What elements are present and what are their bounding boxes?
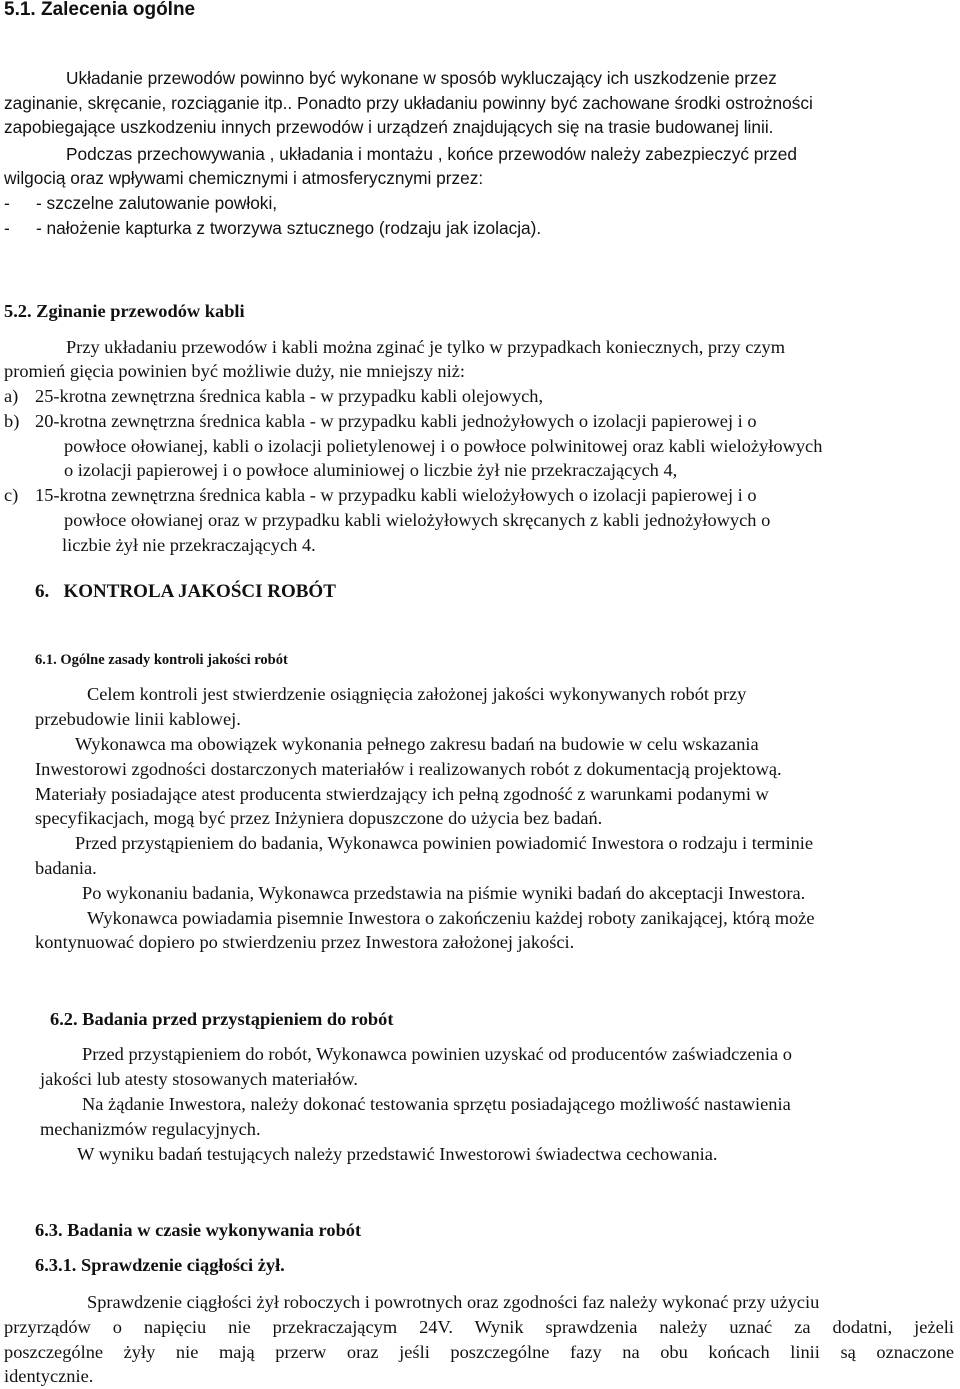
list-item: 20-krotna zewnętrzna średnica kabla - w przypadku kabli jednożyłowych o izolacji papierowej i o (35, 411, 757, 431)
paragraph-line: Podczas przechowywania , układania i montażu , końce przewodów należy zabezpieczyć przed (66, 144, 798, 164)
paragraph-line: Przed przystąpieniem do robót, Wykonawca powinien uzyskać od producentów zaświadczenia o (82, 1044, 792, 1064)
section-5-1-heading: 5.1. Zalecenia ogólne (4, 0, 196, 20)
list-item: - szczelne zalutowanie powłoki, (36, 193, 278, 213)
chapter-6-heading: 6. KONTROLA JAKOŚCI ROBÓT (35, 581, 336, 602)
paragraph-line: Celem kontroli jest stwierdzenie osiągnięcia założonej jakości wykonywanych robót przy (87, 684, 747, 704)
paragraph-line: Wykonawca ma obowiązek wykonania pełnego zakresu badań na budowie w celu wskazania (75, 734, 759, 754)
paragraph-line: Sprawdzenie ciągłości żył roboczych i powrotnych oraz zgodności faz należy wykonać przy użyciu (87, 1292, 820, 1312)
paragraph-line: identycznie. (4, 1366, 94, 1386)
paragraph-line: Układanie przewodów powinno być wykonane w sposób wykluczający ich uszkodzenie przez (66, 68, 777, 88)
section-6-3-heading: 6.3. Badania w czasie wykonywania robót (35, 1220, 362, 1240)
paragraph-line: przebudowie linii kablowej. (35, 709, 241, 729)
list-label: c) (4, 485, 19, 505)
paragraph-line: jakości lub atesty stosowanych materiałów. (40, 1069, 359, 1089)
section-6-2-heading: 6.2. Badania przed przystąpieniem do robót (50, 1009, 394, 1029)
list-item-dash: - (4, 193, 10, 213)
paragraph-line: Wykonawca powiadamia pisemnie Inwestora o zakończeniu każdej roboty zanikającej, którą może (87, 908, 815, 928)
section-6-3-1-heading: 6.3.1. Sprawdzenie ciągłości żył. (35, 1255, 285, 1275)
paragraph-line: przyrządów o napięciu nie przekraczającym 24V. Wynik sprawdzenia należy uznać za dodatni, jeżeli (4, 1317, 954, 1337)
list-item-continuation: o izolacji papierowej i o powłoce aluminiowej o liczbie żył nie przekraczających 4, (64, 460, 678, 480)
list-label: a) (4, 386, 19, 406)
section-5-2-heading: 5.2. Zginanie przewodów kabli (4, 301, 245, 321)
list-item-continuation: liczbie żył nie przekraczających 4. (62, 535, 316, 555)
paragraph-line: Materiały posiadające atest producenta stwierdzający ich pełną zgodność z warunkami podanymi w (35, 784, 769, 804)
list-item: 15-krotna zewnętrzna średnica kabla - w przypadku kabli wielożyłowych o izolacji papierowej i o (35, 485, 757, 505)
paragraph-line: Inwestorowi zgodności dostarczonych materiałów i realizowanych robót z dokumentacją projektową. (35, 759, 782, 779)
paragraph-line: W wyniku badań testujących należy przedstawić Inwestorowi świadectwa cechowania. (77, 1144, 718, 1164)
paragraph-line: wilgocią oraz wpływami chemicznymi i atmosferycznymi przez: (4, 168, 484, 188)
paragraph-line: promień gięcia powinien być możliwie duży, nie mniejszy niż: (4, 361, 465, 381)
section-6-1-heading: 6.1. Ogólne zasady kontroli jakości robót (35, 652, 288, 668)
list-item: - nałożenie kapturka z tworzywa sztucznego (rodzaju jak izolacja). (36, 218, 542, 238)
list-item: 25-krotna zewnętrzna średnica kabla - w przypadku kabli olejowych, (35, 386, 544, 406)
paragraph-line: zaginanie, skręcanie, rozciąganie itp.. Ponadto przy układaniu powinny być zachowane środki ostrożności (4, 93, 813, 113)
paragraph-line: mechanizmów regulacyjnych. (40, 1119, 261, 1139)
list-item-dash: - (4, 218, 10, 238)
paragraph-line: zapobiegające uszkodzeniu innych przewodów i urządzeń znajdujących się na trasie budowanej linii. (4, 117, 774, 137)
paragraph-line: badania. (35, 858, 97, 878)
list-item-continuation: powłoce ołowianej oraz w przypadku kabli wielożyłowych skręcanych z kabli jednożyłowych o (64, 510, 771, 530)
paragraph-line: poszczególne żyły nie mają przerw oraz jeśli poszczególne fazy na obu końcach linii są oznaczone (4, 1342, 954, 1362)
paragraph-line: Na żądanie Inwestora, należy dokonać testowania sprzętu posiadającego możliwość nastawienia (82, 1094, 791, 1114)
paragraph-line: kontynuować dopiero po stwierdzeniu przez Inwestora założonej jakości. (35, 932, 575, 952)
paragraph-line: specyfikacjach, mogą być przez Inżyniera dopuszczone do użycia bez badań. (35, 808, 603, 828)
paragraph-line: Przy układaniu przewodów i kabli można zginać je tylko w przypadkach koniecznych, przy czym (66, 337, 786, 357)
paragraph-line: Przed przystąpieniem do badania, Wykonawca powinien powiadomić Inwestora o rodzaju i terminie (75, 833, 814, 853)
list-item-continuation: powłoce ołowianej, kabli o izolacji polietylenowej i o powłoce polwinitowej oraz kabli wielożyłowych (64, 436, 823, 456)
list-label: b) (4, 411, 20, 431)
paragraph-line: Po wykonaniu badania, Wykonawca przedstawia na piśmie wyniki badań do akceptacji Inwestora. (82, 883, 806, 903)
